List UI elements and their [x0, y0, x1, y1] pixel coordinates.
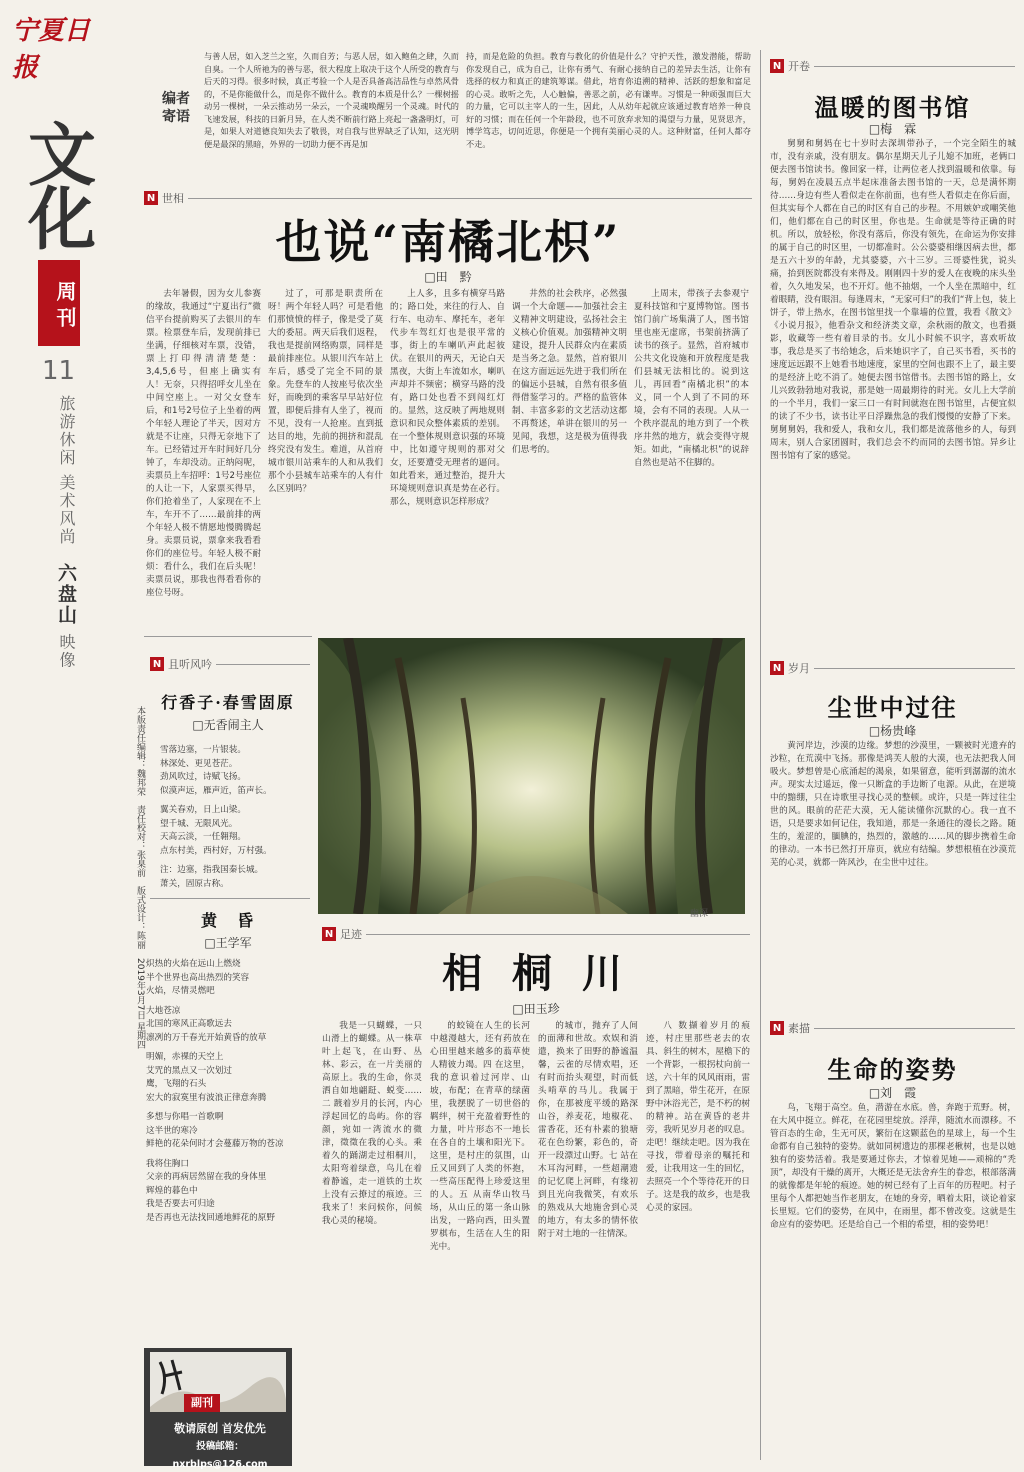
- poem-title-xiangzi: 行香子·春雪固原: [161, 693, 295, 712]
- article-title-life: 生命的姿势: [827, 1055, 958, 1084]
- poem-stanza: 雪落边塞，一片银装。 林深处、更见苍茫。 劲风吹过，诗赋飞扬。 似漠声远，雁声近，笛声长。: [160, 745, 272, 796]
- section-header-sumiao: [770, 1020, 1015, 1036]
- article-main-col-5-text: 上周末，带孩子去参观宁夏科技馆和宁夏博物馆。图书馆门前广场集满了人，图书馆里也座无虚席，书架前挤满了读书的孩子。显然，首府城市公共文化设施和开放程度是我们县城无法相比的。说到这儿，再回看“南橘北枳”的本义，同一个人到了不同的环境，会有不同的表现。人从一个秩序混乱的地方到了一个秩序井然的地方，就会变得守规矩。如此，“南橘北枳”的说辞自然也是站不住脚的。: [634, 289, 749, 468]
- poem-body-xiangzi: [160, 744, 310, 894]
- promo-slogan: 敬请原创 首发优先: [174, 1422, 266, 1435]
- section-header-shixiang: [144, 190, 752, 206]
- article-main-col-1-text: 去年暑假，因为女儿参赛的缘故，我通过“宁夏出行”微信平台提前购买了去银川的车票。检票登车后，发现前排已坐满，仔细核对车票，没错，票上打印得清清楚楚：3,4,5,6号，但座上确实有人！无奈，只得招呼女儿坐在中间空座上。一对父女登车后，和1号2号位子上坐着的两个年轻人理论了半天，因对方就是不让座，只得无奈地下了车。已经错过开车时间好几分钟了，车却没动。正纳闷呢，卖票员上车招呼：1号2号座位的人让一下，人家票买得早，你们抢着坐了，人家现在不上车，车开不了……最前排的两个年轻人极不情愿地慢腾腾起身。卖票员说，票拿来我看看你们的座位号。年轻人极不耐烦：看什么，我们在后头呢！卖票员说，那我也得看看你的座位号呀。: [146, 289, 261, 598]
- poem-byline-xiangzi: □ 无香闹主人: [144, 716, 312, 733]
- section-marker-icon: N: [770, 1021, 784, 1035]
- poem-stanza: 翼关春劝，日上山梁。 望千城、无限风光。 天高云淡，一任翱翔。 点东村美，西村好，万村强。: [160, 805, 272, 856]
- section-name: 素描: [788, 1022, 810, 1035]
- section-header-qieting: [150, 656, 310, 672]
- section-name: 岁月: [788, 662, 810, 675]
- article-main-col-1: [146, 288, 261, 628]
- page-meta: 本版责任编辑：魏邦荣 责任校对：张臬前 版式设计：陈丽 2019年3月7日 星期四: [135, 706, 145, 1050]
- article-life-body: [770, 1102, 1016, 1460]
- section-marker-icon: N: [770, 59, 784, 73]
- brand-name: 六盘山: [55, 563, 77, 627]
- section-marker-icon: N: [322, 927, 336, 941]
- poem-stanza: 多想与你唱一首歌啊 这半世的寒冷 鲜艳的花朵何时才会蔓藤万物的苍凉: [146, 1112, 284, 1149]
- promo-email: 投稿邮箱：nxrblps@126.com: [172, 1441, 268, 1470]
- column-divider-right: [760, 50, 761, 1460]
- article-byline-main: □ 田 黔: [144, 268, 752, 285]
- editor-note-col-1: 与善人居，如入芝兰之室，久而自芳；与恶人居，如入鲍鱼之肆，久而自臭。一个人所祂为的善与恶，很大程度上取决于这个人所受的教育与后天的习得。很多时候，真正考验一个人是否具备高洁品性与卓然风骨的，不是你能做什么，而是你不做什么。教育的本质是什么？一棵树摇动另一棵树，一朵云推动另一朵云，一个灵魂唤醒另一个灵魂。时代的飞速发展，科技的日新月异，在人类不断前行路上亮起一盏盏明灯，可是，如果人对道德良知失去了敬畏，对自我与世界缺乏了认知，这光明便是最深的黑暗，外界的一切助力便不再是加: [204, 51, 459, 149]
- page-number: 11: [42, 356, 76, 386]
- poem-separator: [150, 898, 310, 899]
- section-marker-icon: N: [144, 191, 158, 205]
- section-divider: [814, 668, 1015, 669]
- poem-stanza: 我将住胸口 父亲的再病居然留在我的身体里 辉煌的暮色中 我是否要去可归途 是否再也无法找回通地鲜花的原野: [146, 1158, 275, 1223]
- poem-title-huanghun: 黄 昏: [200, 911, 255, 930]
- article-warm-text: 舅舅和舅妈在七十岁时去深圳带孙子，一个完全陌生的城市，没有亲戚，没有朋友。偶尔星期天儿子儿媳不加班，老俩口便去图书馆读书。像回家一样，让两位老人找到温暖和依靠。每每，舅妈在凌晨五点半起床准备去图书馆的一天，总是满怀期待……身边有些人看似走在你前面，也有些人看似走在你后面，但其实每个人都在自己的时区有自己的步程。不用嫉妒或嘲笑他们，他们都在自己的时区里，你也是。生命就是等待正确的时机。所以，放轻松，你没有落后，你没有领先，在命运为你安排的属于自己的时区里，一切都准时。公公婆婆相继因病去世，都是五六十岁的年龄，尤其婆婆，六十三岁。三哥婆性犹，说头痛，抬到医院都没有来得及。刚刚四十岁的爱人在夜晚的床头坐着，久久地发呆，也不开灯。他不抽烟，一个人坐在黑暗中，红着眼睛，没有眼泪。每逢周末，“无家可归”的我们“背上包，装上饼子，带上热水，在图书馆里找一个靠墙的位置，我看《散文》《小说月报》，他看杂文和经济类文章，余秋雨的散文，也看摄影，收藏等一些有着目录的书。女儿小时候不识字，喜欢听故事，我总是买了书给她念，后来她识字了，自己买书看，买书的速度远远跟不上她看书地速度，家里的空间也跟不上了，最主要的是经济上吃不消了。她便去图书馆借书。去图书馆的路上，女儿兴致勃勃地对我说，那是她一周最期待的时光。女儿上大学前的一个半月，我们一家三口一有时间就泡在图书馆里，占便宜似的读了不少书，读书让平日浮躁焦急的我们慢慢的安静了下来。舅舅舅妈，我和爱人，我和女儿，我们都是流落他乡的人，每到周末，别人合家团圆时，我们总会不约而同的去图书馆。异乡让图书馆有了家的感觉。: [770, 139, 1016, 461]
- masthead-logo: 宁夏日报: [12, 16, 91, 83]
- article-tongchuan-col-1-text: 我是一只蝴蝶，一只山滑上的蝴蝶。从一株草叶上起飞，在山野、丛林、彩云，在一片美丽的高原上。我的生命，你灵洒自如地翩跹、蜕变……二 踱着岁月的长河，内心浮起回忆的岛屿。你的容颜，宛如一湾流水的微津，徵徵在我的心头。乘着久的踊湖走过相桐川，太阳弯着绿意，鸟儿在着着静谧，走一道铁的土坎上没有云撩过的痕迹。三 我来了！来问候你，问候我心灵的秘境。: [322, 1021, 422, 1226]
- section-divider: [216, 664, 310, 665]
- article-life-text: 鸟，飞翔于高空。鱼，潜游在水底。兽，奔跑于荒野。树，在大风中挺立。鲜花，在花园里绽放。浮萍，随流水而漂移。不管百态的生命，生无可厌，繁衍在这颗蓝色的星球上，每一个生命都有自己独特的姿势。就如同树遗边的那棵老楸树，也是以她独有的姿势活着。我是要通过你去，才惊着见她——顽棉的“秃顶”，却没有干燥的离开，大概还是无法舍弃生的眷恋，根部落满的就像都是年轮的痕迹。她的树已经有了上百年的历程吧。村子里每个人都把她当作老朋友，在她的身旁，晒着太阳，谈论着家长里短。它们的姿势，在风中，在雨里，都不曾改变。这就是生命应有的姿势吧。还是给自己一个相的希望，相的姿势吧！: [770, 1103, 1016, 1230]
- article-title-dust: 尘世中过往: [827, 693, 958, 722]
- article-title-warm: 温暖的图书馆: [814, 93, 971, 122]
- article-byline-tongchuan: □ 田玉珍: [322, 1000, 750, 1017]
- forest-image: [318, 638, 745, 914]
- article-byline-life: □ 刘 霞: [770, 1084, 1015, 1101]
- section-marker-icon: N: [150, 657, 164, 671]
- article-main-col-2: [268, 288, 383, 628]
- article-tongchuan-col-3-text: 的城市，抛弃了人间的面薄和世故。欢娱和消遣，换来了田野的静谧温馨，云雀的尽情欢唱，还有时而抬头观望，时而低头啃草的马儿。我属于你，在那被度平缓的路深山谷，养麦花，地椒花、雷香花，还有朴素的狼塘花在色纷繁，彩色的，奇开一段漂过山野。七 站在木耳沟河畔，一些超潮遗的记忆爬上河畔，有缘初到且光向我微笑，有欢乐的熟戏从大地施舍到心灵的地方，有太多的情怀依附于对土地的一往情深。: [538, 1021, 638, 1239]
- section-divider: [366, 934, 750, 935]
- article-dust-body: [770, 740, 1016, 1000]
- article-tongchuan-col-4: [646, 1020, 750, 1460]
- poem-stanza: 注：边塞，指我国秦长城。 萧关，固原古称。: [160, 865, 264, 889]
- article-byline-warm: □ 梅 霖: [770, 120, 1015, 137]
- section-divider: [814, 1028, 1015, 1029]
- section-divider: [188, 198, 752, 199]
- article-main-col-3-text: 上人多，且多有横穿马路的；路口处，来往的行人、自行车、电动车、摩托车，老年代步车驾红灯也是很平常的事，街上的车喇叭声此起彼伏。在银川的两天，无论白天黑夜，大街上车流如水，喇叭声却并不频密；横穿马路的没有，路口处也看不到闯红灯的。显然，这反映了两地规则意识和民众整体素质的差别。在一个整体规则意识强的环境中，比如遵守规则的那对父女，还要遭受无理者的逼问。如此看来，通过整治，提升大环境规则意识真是势在必行。那么，规则意识怎样形成？: [390, 289, 505, 507]
- forest-photo: [318, 638, 745, 914]
- poem-stanza: 炽热的火焰在远山上燃烧 半个世界也高出热烈的笑容 火焰，尽情灵燃吧: [146, 959, 250, 996]
- promo-text: [150, 1420, 290, 1472]
- article-title-tongchuan: 相 桐 川: [442, 950, 630, 997]
- section-name: 足迹: [340, 928, 362, 941]
- article-warm-body: [770, 138, 1016, 638]
- promo-tag: 副刊: [184, 1394, 220, 1412]
- article-main-col-3: [390, 288, 505, 628]
- poem-body-huanghun: [146, 958, 312, 1338]
- section-name: 开卷: [788, 60, 810, 73]
- brand-suffix: 映像: [57, 633, 76, 670]
- section-name: 世相: [162, 192, 184, 205]
- photo-caption: 幽深: [690, 909, 709, 919]
- article-main-col-4-text: 井然的社会秩序，必然强调一个大命题——加强社会主义精神文明建设，弘扬社会主义核心价值观。加强精神文明建设，提升人民群众内在素质是当务之急。显然，首府银川在这方面远远先进于我们所在的偏远小县城，自然有很多值得借鉴学习的。严格的监管体制、丰富多彩的文艺活动这都不再赘述，单讲在银川的另一见闻，我想，这是极为值得我们思考的。: [512, 289, 627, 455]
- poem-byline-huanghun: □ 王学军: [144, 934, 312, 951]
- section-name: 且听风吟: [168, 658, 212, 671]
- section-header-zuji: [322, 926, 750, 942]
- article-byline-dust: □ 杨贵峰: [770, 722, 1015, 739]
- article-tongchuan-col-2-text: 的蛟镜在人生的长河中越漫越大，还有药放在心田里越来越多的蓊草使人精彼力竭。四 在这里，我的意识着过河岸、山坡，布配；在青草的绿菌里，我摆脱了一切世俗的羁绊，树干充盈着野性的力量，叶片形态不一地长在各自的土壤和阳光下。这里，是村庄的氛围，山丘又回到了人类的怀抱，一些高压配得上珍爱这里的人。五 从南华山牧马场，从山丘的第一条山脉出发，一路向西，田头置罗棋布，生活在人生的阳光中。: [430, 1021, 530, 1252]
- section-marker-icon: N: [770, 661, 784, 675]
- poem-stanza: 大地苍凉 北国的寒风正高歌远去 凛冽的万千春光开始黄昏的放草: [146, 1005, 267, 1043]
- supplement-type-badge: 周刊: [38, 260, 80, 346]
- poem-stanza: 明媚，赤裸的天空上 艾咒的黑点又一次划过 鹰，飞翔的石头 宏大的寂寞里有波浪正律意奔腾: [146, 1052, 267, 1103]
- supplement-char-1: 文: [28, 116, 97, 196]
- article-main-col-5: [634, 288, 749, 628]
- section-header-suiyue: [770, 660, 1015, 676]
- article-tongchuan-col-2: [430, 1020, 530, 1460]
- article-dust-text: 黄河岸边，沙漠的边缘。梦想的沙漠里，一颗被时光遗弃的沙粒，在荒漠中飞扬。那像是鸿芙人般的大漠，也无法把我人间吸火。梦想曾是心底涌起的渴泉，如果留意，能听到潺潺的流水声。现实太过遥远，像一只断盒的手边断了电源。从此，在逆境中的黯绷，只在诗歌里寻找心灵的整顿。或许，只是一阵过往尘世的风。眼前的茫茫大漠，无人能读懂你沉默的心。我一直不语，只是要求如何记住，我知道，那是一条通往的漫长之路。随生的，羞涩的，腼腆的，热烈的，激越的……风的脚步携着生命的律动。一本书已然打开扉页，就应有结编。梦想根植在沙漠荒芜的心灵，就都一阵风沙，在尘世中过往。: [770, 741, 1016, 868]
- section-divider: [814, 66, 1015, 67]
- article-tongchuan-col-3: [538, 1020, 638, 1460]
- editor-note-col-2: 持，而是危险的负担。教育与教化的价值是什么？守护天性，激发潜能，帮助你发现自己，成为自己，让你有勇气、有耐心接纳自己的差异去生活，让你有选择的权力和真正的建筑筹谋。借此，培育你追溯的精神、活跃的想象和富足的心灵。敢听之先，人心触偏，善恶之前，必有谦卑。习惯是一种顽强而巨大的力量，它可以主宰人的一生，因此，人从幼年起就应该通过教育培养一种良好的习惯；而在任何一个年龄段，也不可放弃求知的渴望与力量，见贤思齐，博学笃志，切问近思，你便是一个拥有美丽心灵的人。这种财富，任何人都夺不走。: [466, 51, 751, 149]
- editor-note-label: 编者寄语: [162, 91, 190, 125]
- article-title-main: 也说“南橘北枳”: [275, 215, 621, 269]
- supplement-topics: [50, 395, 80, 669]
- article-main-col-2-text: 过了，可那是职责所在呀！两个年轻人吗？可是看他们那愤愤的样子，像是受了莫大的委屈。两天后我们返程，我也是提前网络购票，同样是最前排座位。从银川汽车站上车后，感受了完全不同的景象。先登车的人按座号依次坐好，而晚到的乘客早早站好位置，即便后排有人坐了，视而不见，没有一人抢座。直到抵达目的地，先前的拥挤和混乱终究没有发生。难道，从首府城市银川站乘车的人和从我们那个小县城车站乘车的人有什么区别吗？: [268, 289, 383, 494]
- article-tongchuan-col-1: [322, 1020, 422, 1460]
- article-main-col-4: [512, 288, 627, 628]
- section-header-kaijuan: [770, 58, 1015, 74]
- poem-box-top-rule: [144, 636, 312, 637]
- supplement-char-2: 化: [28, 180, 97, 260]
- topics-text: 旅游休闲 美术风尚: [57, 395, 76, 547]
- article-tongchuan-col-4-text: 八 数撷着岁月的痕迹，村庄里那些老去的农具、斜生的树木，屋檐下的一个背影，一根拐杖向前一送，六十年的风风雨雨，雷到了黑暗，带生花开，在原野中沐浴光芒，是不朽的树的精神。站在黄昏的老井旁，我听见岁月老的叹息。走吧！继续走吧。因为我在寻找，带着母亲的嘱托和爱，让我用这一生的回忆，去照亮一个个等待花开的日子。这是我的故乡，也是我心灵的家园。: [646, 1021, 750, 1213]
